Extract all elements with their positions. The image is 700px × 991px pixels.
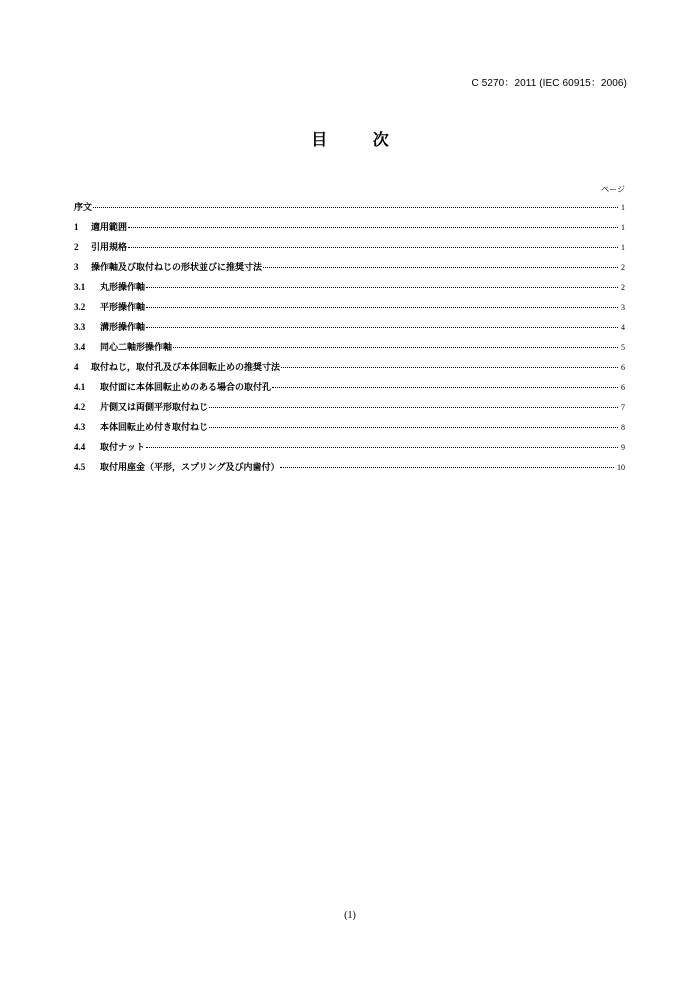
toc-entry-page: 1 (621, 223, 625, 232)
toc-entry-2[interactable] (74, 240, 625, 260)
toc-entry-4-5[interactable] (74, 460, 625, 480)
toc-entry-text: 適用範囲 (91, 223, 128, 233)
toc-entry-page: 7 (621, 403, 625, 412)
toc-entry-page: 8 (621, 423, 625, 432)
toc-entry-page: 6 (621, 383, 625, 392)
toc-entry-3[interactable] (74, 260, 625, 280)
toc-entry-text: 序文 (74, 203, 93, 213)
toc-entry-3-2[interactable] (74, 300, 625, 320)
toc-entry-number: 3.1 (74, 282, 86, 292)
toc-entry-1[interactable] (74, 220, 625, 240)
toc-leader-dots (263, 266, 618, 268)
toc-entry-number: 1 (74, 222, 79, 232)
toc-entry-4-2[interactable] (74, 400, 625, 420)
toc-entry-number: 3.3 (74, 322, 86, 332)
toc-entry-4-4[interactable] (74, 440, 625, 460)
toc-entry-text: 溝形操作軸 (100, 323, 146, 333)
toc-entry-3-4[interactable] (74, 340, 625, 360)
document-code: C 5270：2011 (IEC 60915：2006) (471, 78, 627, 89)
toc-entry-page: 6 (621, 363, 625, 372)
toc-entry-page: 3 (621, 303, 625, 312)
toc-entry-text: 取付ナット (100, 443, 145, 453)
toc-entry-text: 取付用座金（平形，スプリング及び内歯付） (100, 463, 280, 473)
toc-entry-page: 5 (621, 343, 625, 352)
toc-entry-4-3[interactable] (74, 420, 625, 440)
toc-entry-text: 片側又は両側平形取付ねじ (100, 403, 209, 413)
toc-entry-page: 10 (617, 463, 625, 472)
toc-leader-dots (280, 466, 614, 468)
toc-leader-dots (146, 326, 618, 328)
toc-entry-text: 平形操作軸 (100, 303, 146, 313)
toc-entry-text: 操作軸及び取付ねじの形状並びに推奨寸法 (91, 263, 263, 273)
toc-entry-page: 2 (621, 263, 625, 272)
toc-entry-3-1[interactable] (74, 280, 625, 300)
toc-entry-4[interactable] (74, 360, 625, 380)
toc-entry-text: 同心二軸形操作軸 (100, 343, 173, 353)
toc-entry-text: 本体回転止め付き取付ねじ (100, 423, 209, 433)
toc-entry-4-1[interactable] (74, 380, 625, 400)
toc-entry-number: 2 (74, 242, 79, 252)
toc-entry-text: 取付面に本体回転止めのある場合の取付孔 (100, 383, 272, 393)
toc-entry-page: 1 (621, 203, 625, 212)
toc-entry-number: 3.2 (74, 302, 86, 312)
toc-entry-page: 2 (621, 283, 625, 292)
page-number: (1) (344, 910, 356, 921)
toc-leader-dots (146, 446, 618, 448)
toc-entry-number: 3.4 (74, 342, 86, 352)
toc-leader-dots (93, 206, 618, 208)
toc-entry-text: 丸形操作軸 (100, 283, 146, 293)
toc-leader-dots (128, 246, 618, 248)
toc-entry-3-3[interactable] (74, 320, 625, 340)
toc-entry-page: 9 (621, 443, 625, 452)
toc-entry-number: 4.5 (74, 462, 86, 472)
toc-entry-page: 1 (621, 243, 625, 252)
toc-entry-number: 4.1 (74, 382, 86, 392)
toc-leader-dots (128, 226, 618, 228)
toc-entry-number: 3 (74, 262, 79, 272)
toc-leader-dots (209, 426, 618, 428)
toc-leader-dots (173, 346, 618, 348)
toc-entry-number: 4 (74, 362, 79, 372)
toc-entry-number: 4.2 (74, 402, 86, 412)
toc-leader-dots (281, 366, 618, 368)
toc-entry-page: 4 (621, 323, 625, 332)
toc-leader-dots (209, 406, 618, 408)
toc-leader-dots (146, 306, 618, 308)
toc-entry-text: 取付ねじ，取付孔及び本体回転止めの推奨寸法 (91, 363, 281, 373)
table-of-contents (74, 200, 625, 480)
toc-entry-text: 引用規格 (91, 243, 128, 253)
toc-entry-number: 4.3 (74, 422, 86, 432)
toc-entry-number: 4.4 (74, 442, 86, 452)
toc-entry-preface[interactable] (74, 200, 625, 220)
page-title: 目 次 (311, 130, 409, 149)
toc-leader-dots (272, 386, 618, 388)
toc-leader-dots (146, 286, 618, 288)
page-column-label: ページ (601, 185, 625, 194)
